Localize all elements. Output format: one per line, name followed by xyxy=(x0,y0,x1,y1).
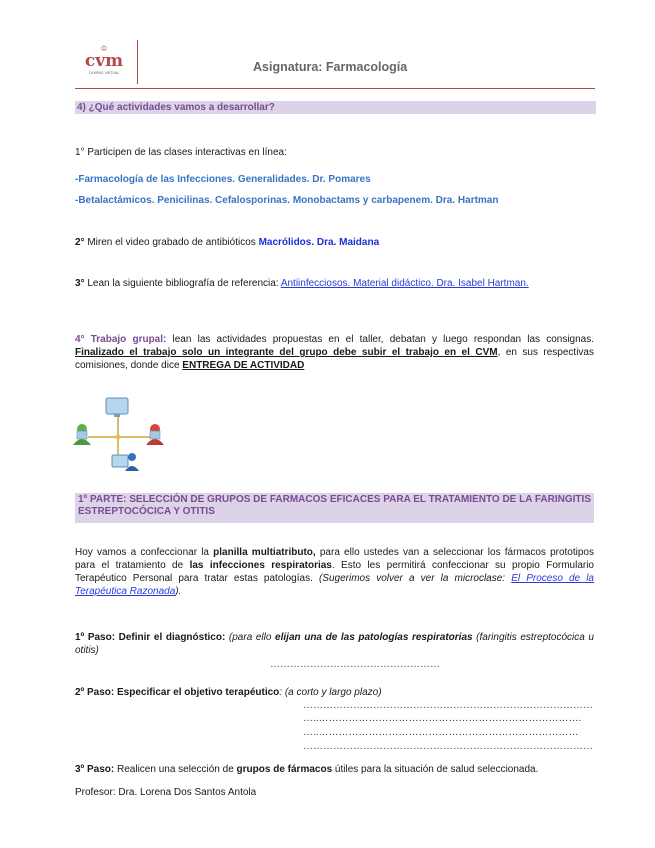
step-1-label: 1º Paso: Definir el diagnóstico: xyxy=(75,632,226,643)
step-3 xyxy=(75,763,538,776)
objective-blank-2[interactable]: …..……………………………………………………………………. xyxy=(303,713,582,724)
objective-blank-3[interactable]: …..…………………………………………………………………… xyxy=(303,727,579,738)
step-2 xyxy=(75,686,382,699)
part-1-heading: 1º PARTE: SELECCIÓN DE GRUPOS DE FARMACOS EFICACES PARA EL TRATAMIENTO DE LA FARINGITIS ESTREPTOCÓCICA Y OTITIS xyxy=(75,493,594,523)
activity-4-instruction: Finalizado el trabajo solo un integrante del grupo debe subir el trabajo en el CVM xyxy=(75,347,498,358)
header-divider xyxy=(137,40,138,84)
activity-4-label: 4° Trabajo grupal: xyxy=(75,334,167,345)
group-work-icon xyxy=(70,393,166,475)
intro-italic-2: ). xyxy=(175,586,182,597)
svg-text:cvm: cvm xyxy=(84,51,124,71)
intro-text-1: Hoy vamos a confeccionar la xyxy=(75,547,214,558)
class-item-2[interactable]: -Betalactámicos. Penicilinas. Cefalosporinas. Monobactams y carbapenem. Dra. Hartman xyxy=(75,195,499,206)
activity-2 xyxy=(75,236,379,249)
step-1-emphasis: elijan una de las patologías respiratorias xyxy=(275,632,473,643)
activity-2-text: Miren el video grabado de antibióticos xyxy=(84,237,259,248)
professor-name: Profesor: Dra. Lorena Dos Santos Antola xyxy=(75,787,257,798)
intro-text-2: para ello ustedes van a seleccionar los fármacos prototipos para el tratamiento de xyxy=(75,547,594,571)
step-2-label: 2º Paso: Especificar el objetivo terapéutico xyxy=(75,687,280,698)
class-item-1[interactable]: -Farmacología de las Infecciones. Generalidades. Dr. Pomares xyxy=(75,174,371,185)
activity-3 xyxy=(75,277,529,290)
objective-blank-1[interactable]: …………………………………………………………………………… xyxy=(303,700,593,711)
activity-1-intro: 1° Participen de las clases interactivas en línea: xyxy=(75,147,287,158)
step-3-label: 3º Paso: xyxy=(75,764,115,775)
step-3-bold: grupos de fármacos xyxy=(236,764,333,775)
bibliography-link[interactable]: Antiinfecciosos. Material didáctico. Dra. Isabel Hartman. xyxy=(280,278,529,289)
step-1 xyxy=(75,631,594,657)
intro-paragraph xyxy=(75,546,594,598)
header-rule xyxy=(75,88,595,89)
section-heading: 4) ¿Qué actividades vamos a desarrollar? xyxy=(75,101,596,114)
video-link[interactable]: Macrólidos. Dra. Maidana xyxy=(258,237,380,248)
intro-italic-1: (Sugerimos volver a ver la microclase: xyxy=(318,573,512,584)
cvm-logo xyxy=(78,42,130,78)
objective-blank-4[interactable]: …………………………………………………………………………… xyxy=(303,741,593,752)
step-3-text-2: útiles para la situación de salud seleccionada. xyxy=(332,764,539,775)
activity-4-text-2: , en sus respectivas comisiones, donde dice xyxy=(75,347,594,371)
intro-bold-1: planilla multiatributo, xyxy=(213,547,316,558)
activity-3-number: 3° xyxy=(75,278,85,289)
subject-title: Asignatura: Farmacología xyxy=(253,60,408,74)
svg-text:CAMPUS VIRTUAL: CAMPUS VIRTUAL xyxy=(88,71,120,75)
activity-4-text-1: lean las actividades propuestas en el taller, debatan y luego respondan las consignas. xyxy=(166,334,594,345)
step-3-text-1: Realicen una selección de xyxy=(114,764,237,775)
step-2-rest: : (a corto y largo plazo) xyxy=(279,687,382,698)
intro-bold-2: las infecciones respiratorias xyxy=(189,560,332,571)
activity-3-text: Lean la siguiente bibliografía de referencia: xyxy=(84,278,281,289)
activity-4-delivery: ENTREGA DE ACTIVIDAD xyxy=(182,360,305,371)
intro-text-3: . Esto les permitirá confeccionar su propio Formulario Terapéutico Personal para tratar estas patologías. xyxy=(75,560,594,584)
svg-text:♔: ♔ xyxy=(100,44,108,53)
activity-2-number: 2° xyxy=(75,237,85,248)
step-1-italic-1: (para ello xyxy=(225,632,276,643)
microclass-link[interactable]: El Proceso de la Terapéutica Razonada xyxy=(75,573,594,597)
activity-4 xyxy=(75,333,594,372)
step-1-italic-2: (faringitis estreptocócica u otitis) xyxy=(75,632,594,656)
diagnosis-blank[interactable]: …………………………………………… xyxy=(270,659,440,670)
